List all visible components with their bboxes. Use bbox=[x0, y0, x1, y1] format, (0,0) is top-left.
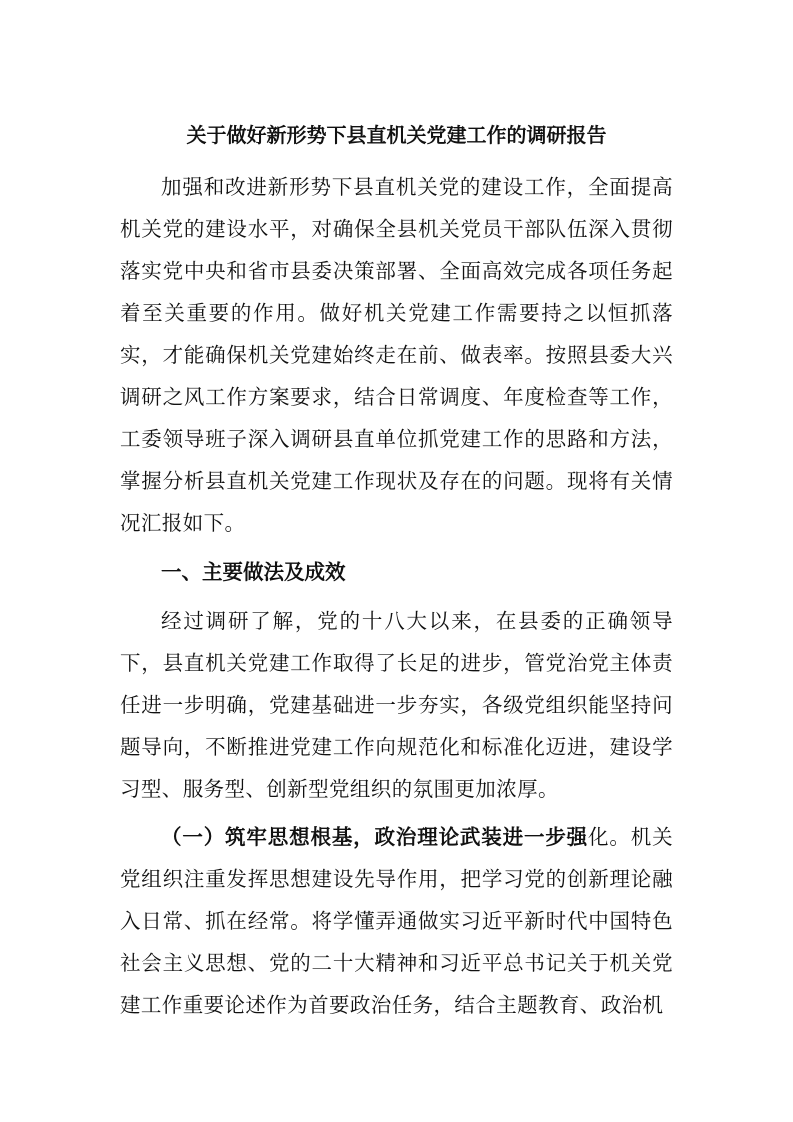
subsection-paragraph bbox=[120, 816, 673, 1026]
subsection-lead: （一）筑牢思想根基，政治理论武装进一步强 bbox=[161, 825, 589, 849]
document-title: 关于做好新形势下县直机关党建工作的调研报告 bbox=[186, 123, 607, 147]
subsection-body: 化。机关党组织注重发挥思想建设先导作用，把学习党的创新理论融入日常、抓在经常。将学懂弄通做实习近平新时代中国特色社会主义思想、党的二十大精神和习近平总书记关于机关党建工作重要论述作为首要政治任务，结合主题教育、政治机 bbox=[120, 825, 674, 1017]
section-paragraph: 经过调研了解，党的十八大以来，在县委的正确领导下，县直机关党建工作取得了长足的进步，管党治党主体责任进一步明确，党建基础进一步夯实，各级党组织能坚持问题导向，不断推进党建工作向规范化和标准化迈进，建设学习型、服务型、创新型党组织的氛围更加浓厚。 bbox=[120, 609, 673, 801]
section-heading: 一、主要做法及成效 bbox=[161, 560, 346, 584]
intro-paragraph: 加强和改进新形势下县直机关党的建设工作，全面提高机关党的建设水平，对确保全县机关党员干部队伍深入贯彻落实党中央和省市县委决策部署、全面高效完成各项任务起着至关重要的作用。做好机关党建工作需要持之以恒抓落实，才能确保机关党建始终走在前、做表率。按照县委大兴调研之风工作方案要求，结合日常调度、年度检查等工作，工委领导班子深入调研县直单位抓党建工作的思路和方法，掌握分析县直机关党建工作现状及存在的问题。现将有关情况汇报如下。 bbox=[120, 175, 673, 535]
